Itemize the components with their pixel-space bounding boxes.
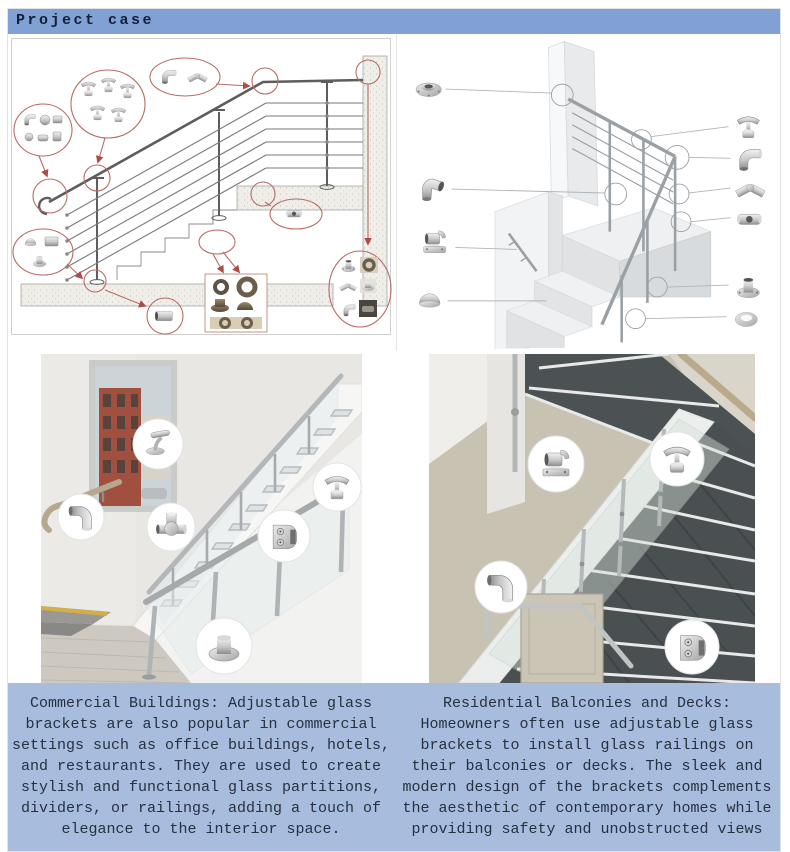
isometric-assembly-figure [398,36,781,349]
callout-base-cover [196,618,252,674]
crossbar-holder-icon [737,214,762,224]
wall-end-dome-icon [419,294,440,307]
left-parts [416,83,445,307]
residential-paragraph: Residential Balconies and Decks: Homeowners often use adjustable glass brackets to install glass railings on their balconies or decks. The sleek and modern design of the brackets complements the aesthetic of contemporary homes while providing safety and unobstructed views [402,695,772,838]
car [141,488,167,499]
residential-text-column [394,683,780,840]
callout-handrail-wall-bracket [133,419,183,469]
crossbar-holder [286,211,302,218]
description-panel [8,683,780,851]
callout-glass-clamp [258,510,310,562]
base-flange-icon [737,278,759,298]
commercial-text-column [8,683,394,840]
flange-inset [205,274,267,332]
callout-elbow-90 [475,561,527,613]
adjustable-corner-icon [736,184,766,197]
elbow-90-icon [740,150,762,171]
wall-flange-icon [416,83,441,97]
tube-sleeve [155,311,172,321]
header-bar [8,9,780,34]
callout-handrail-support [650,432,704,486]
callout-glass-clamp [665,620,719,674]
cover-ring-icon [735,312,757,326]
column-divider [396,34,397,351]
product-sheet [7,8,781,852]
callout-side-mount-bracket [528,436,584,492]
technical-drawing-figure [9,36,395,349]
walls-and-steps [495,42,711,349]
stair-railing-technical-drawing [9,36,395,349]
page-title: Project case [16,12,155,29]
callout-curved-elbow [58,494,104,540]
residential-staircase-photo [429,354,755,683]
right-parts [735,117,765,327]
callout-handrail-support [313,463,361,511]
handrail-support-icon [737,117,759,138]
commercial-staircase-photo [41,354,362,683]
isometric-railing-assembly [398,36,781,349]
callout-three-way-connector [147,503,195,551]
adjustable-elbow-icon [423,179,446,201]
commercial-paragraph: Commercial Buildings: Adjustable glass brackets are also popular in commercial settings such as office buildings, hotels, and restaurants. They are used to create stylish and functional glass partitions, dividers, or railings, adding a touch of elegance to the interior space. [11,695,391,838]
handrail-wall-bracket-icon [424,231,446,253]
